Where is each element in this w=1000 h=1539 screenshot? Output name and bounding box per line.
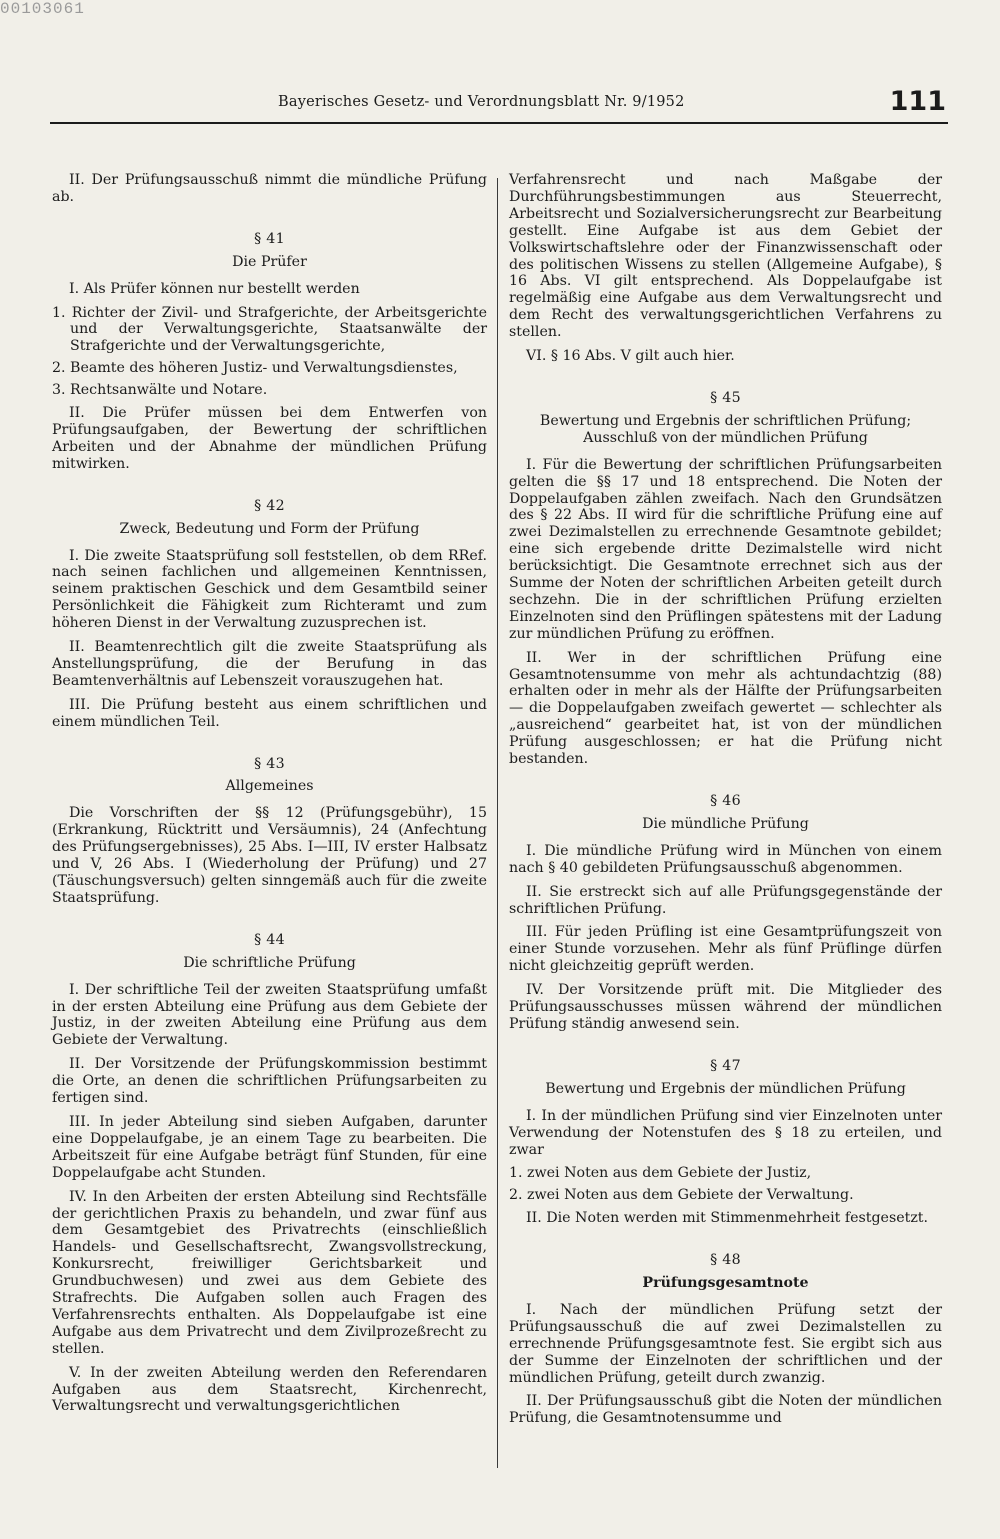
- section-title-43: Allgemeines: [225, 778, 314, 795]
- paragraph: III. In jeder Abteilung sind sieben Aufgaben, darunter eine Doppelaufgabe, je an einem Tage zu bearbeiten. Die Arbeitszeit für eine Aufgabe beträgt fünf Stunden, für eine Doppelaufgabe acht Stunden.: [52, 1113, 487, 1181]
- paragraph: IV. In den Arbeiten der ersten Abteilung sind Rechtsfälle der gerichtlichen Praxis zu behandeln, und zwar fünf aus dem Gesamtgebiet des Privatrechts (einschließlich Handels- und Gesellschaftsrecht, Zwangsvollstreckung, Konkursrecht, freiwilliger Gerichtsbarkeit und Grundbuchwesen) und zwei aus dem Gebiete des Strafrechts. Die Aufgaben sollen auch Fragen des Verfahrensrechts enthalten. Als Doppelaufgabe ist eine Aufgabe aus dem Privatrecht und dem Zivilprozeßrecht zu stellen.: [52, 1188, 487, 1357]
- paragraph: Die Vorschriften der §§ 12 (Prüfungsgebühr), 15 (Erkrankung, Rücktritt und Versäumnis), 24 (Anfechtung des Prüfungsergebnisses), 25 Abs. I—III, IV erster Halbsatz und V, 26 Abs. I (Wiederholung der Prüfung) und 27 (Täuschungsversuch) gelten sinngemäß auch für die zweite Staatsprüfung.: [52, 805, 487, 906]
- paragraph: II. Der Prüfungsausschuß nimmt die mündliche Prüfung ab.: [52, 172, 487, 205]
- paragraph: VI. § 16 Abs. V gilt auch hier.: [526, 348, 735, 365]
- header-rule: [50, 122, 948, 124]
- section-number-42: § 42: [254, 497, 285, 514]
- paragraph: I. Der schriftliche Teil der zweiten Staatsprüfung umfaßt in der ersten Abteilung eine Prüfung aus dem Gebiete der Justiz, in der zweiten Abteilung eine Prüfung aus dem Gebiete der Verwaltung.: [52, 981, 487, 1049]
- list-item: 3. Rechtsanwälte und Notare.: [52, 382, 268, 399]
- section-number-41: § 41: [254, 230, 285, 247]
- paragraph: III. Für jeden Prüfling ist eine Gesamtprüfungszeit von einer Stunde vorzusehen. Mehr als fünf Prüflinge dürfen nicht gleichzeitig geprüft werden.: [509, 924, 942, 975]
- list-item: 2. zwei Noten aus dem Gebiete der Verwaltung.: [509, 1187, 854, 1204]
- paragraph: II. Beamtenrechtlich gilt die zweite Staatsprüfung als Anstellungsprüfung, die der Berufung in das Beamtenverhältnis auf Lebenszeit vorauszugehen hat.: [52, 639, 487, 689]
- section-title-48: Prüfungsgesamtnote: [642, 1275, 809, 1292]
- section-number-43: § 43: [254, 755, 285, 772]
- paragraph: V. In der zweiten Abteilung werden den Referendaren Aufgaben aus dem Staatsrecht, Kirchenrecht, Verwaltungsrecht und verwaltungsgerichtlichen: [52, 1364, 487, 1415]
- paragraph: I. Als Prüfer können nur bestellt werden: [69, 280, 360, 297]
- page-header: [50, 86, 948, 126]
- section-title-44: Die schriftliche Prüfung: [183, 954, 356, 971]
- examiner-list: [52, 305, 487, 400]
- section-number-46: § 46: [710, 793, 741, 809]
- paragraph: II. Die Noten werden mit Stimmenmehrheit festgesetzt.: [526, 1210, 929, 1227]
- paragraph: I. In der mündlichen Prüfung sind vier Einzelnoten unter Verwendung der Notenstufen des § 18 zu erteilen, und zwar: [509, 1107, 942, 1158]
- paragraph: II. Die Prüfer müssen bei dem Entwerfen von Prüfungsaufgaben, der Bewertung der schriftlichen Arbeiten und der Abnahme der mündlichen Prüfung mitwirken.: [52, 405, 487, 472]
- section-number-48: § 48: [710, 1252, 741, 1269]
- section-title-41: Die Prüfer: [232, 253, 307, 270]
- paragraph: II. Sie erstreckt sich auf alle Prüfungsgegenstände der schriftlichen Prüfung.: [509, 883, 942, 917]
- paragraph: II. Der Prüfungsausschuß gibt die Noten der mündlichen Prüfung, die Gesamtnotensumme und: [509, 1393, 942, 1427]
- list-item: 1. zwei Noten aus dem Gebiete der Justiz,: [509, 1165, 812, 1182]
- list-item: 1. Richter der Zivil- und Strafgerichte, der Arbeitsgerichte und der Verwaltungsgerichte, Staatsanwälte der Strafgerichte und der Verwaltungsgerichte,: [52, 304, 487, 355]
- paragraph: II. Wer in der schriftlichen Prüfung eine Gesamtnotensumme von mehr als achtundachtzig (88) erhalten oder in mehr als der Hälfte der Prüfungsarbeiten — die Doppelaufgaben zweifach gewertet — schlechter als „ausreichend“ gearbeitet hat, ist von der mündlichen Prüfung ausgeschlossen; er hat die Prüfung nicht bestanden.: [509, 649, 942, 768]
- section-number-45: § 45: [710, 389, 741, 406]
- section-title-47: Bewertung und Ergebnis der mündlichen Prüfung: [545, 1080, 906, 1097]
- paragraph: I. Nach der mündlichen Prüfung setzt der Prüfungsausschuß die auf zwei Dezimalstellen zu errechnende Prüfungsgesamtnote fest. Sie ergibt sich aus der Summe der Einzelnoten der schriftlichen und der mündlichen Prüfung, geteilt durch zwanzig.: [509, 1301, 942, 1386]
- section-title-45: Bewertung und Ergebnis der schriftlichen Prüfung; Ausschluß von der mündlichen Prüfung: [539, 412, 912, 446]
- section-number-44: § 44: [254, 931, 285, 948]
- paragraph: IV. Der Vorsitzende prüft mit. Die Mitglieder des Prüfungsausschusses müssen während der mündlichen Prüfung ständig anwesend sein.: [509, 982, 942, 1032]
- right-column: [509, 172, 942, 1434]
- section-title-42: Zweck, Bedeutung und Form der Prüfung: [119, 520, 420, 537]
- paragraph: I. Die zweite Staatsprüfung soll feststellen, ob dem RRef. nach seinen fachlichen und allgemeinen Kenntnissen, seinem praktischen Geschick und dem Gesamtbild seiner Persönlichkeit die Fähigkeit zum Richteramt und zum höheren Dienst in der Verwaltung zuzusprechen ist.: [52, 547, 487, 632]
- paragraph: III. Die Prüfung besteht aus einem schriftlichen und einem mündlichen Teil.: [52, 696, 487, 730]
- paragraph: I. Die mündliche Prüfung wird in München von einem nach § 40 gebildeten Prüfungsausschuß abgenommen.: [509, 842, 942, 876]
- section-number-47: § 47: [710, 1057, 741, 1074]
- grade-list: [509, 1165, 942, 1204]
- paragraph: Verfahrensrecht und nach Maßgabe der Durchführungsbestimmungen aus Steuerrecht, Arbeitsrecht und Sozialversicherungsrecht zur Bearbeitung gestellt. Eine Aufgabe ist aus dem Gebiet der Volkswirtschaftslehre oder der Finanzwissenschaft oder des politischen Wissens zu stellen (Allgemeine Aufgabe), § 16 Abs. VI gilt entsprechend. Als Doppelaufgabe ist regelmäßig eine Aufgabe aus dem Verwaltungsrecht und dem Recht des verwaltungsgerichtlichen Verfahrens zu stellen.: [509, 172, 942, 341]
- publication-title: Bayerisches Gesetz- und Verordnungsblatt Nr. 9/1952: [278, 94, 685, 110]
- paragraph: I. Für die Bewertung der schriftlichen Prüfungsarbeiten gelten die §§ 17 und 18 entsprechend. Die Noten der Doppelaufgaben zählen zweifach. Nach den Grundsätzen des § 22 Abs. II wird für die schriftliche Prüfung eine auf zwei Dezimalstellen zu errechnende Gesamtnote gebildet; eine sich ergebende dritte Dezimalstelle wird nicht berücksichtigt. Die Gesamtnote errechnet sich aus der Summe der Noten der schriftlichen Arbeiten geteilt durch sechzehn. Die in der schriftlichen Prüfung erzielten Einzelnoten sind den Prüflingen spätestens mit der Ladung zur mündlichen Prüfung zu eröffnen.: [509, 456, 942, 642]
- scan-mark: 00103061: [0, 0, 85, 18]
- page-number: 111: [889, 86, 946, 117]
- list-item: 2. Beamte des höheren Justiz- und Verwaltungsdienstes,: [52, 360, 458, 377]
- column-divider: [497, 178, 498, 1468]
- section-title-46: Die mündliche Prüfung: [642, 815, 809, 832]
- left-column: [52, 172, 487, 1422]
- paragraph: II. Der Vorsitzende der Prüfungskommission bestimmt die Orte, an denen die schriftlichen Prüfungsarbeiten zu fertigen sind.: [52, 1056, 487, 1107]
